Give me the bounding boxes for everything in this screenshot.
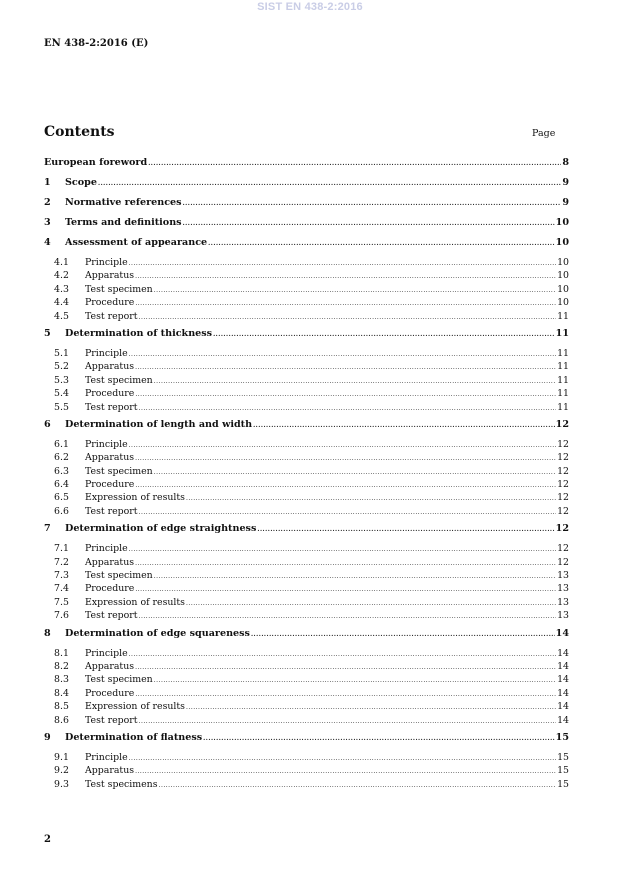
- toc-entry-page: 10: [557, 297, 569, 309]
- toc-entry-number: 2: [44, 197, 51, 208]
- toc-entry-page: 11: [557, 347, 569, 359]
- toc-entry-number: 8.5: [54, 701, 69, 713]
- toc-dot-leader: [257, 523, 554, 537]
- toc-dot-leader: [148, 157, 561, 171]
- toc-subentry[interactable]: [44, 569, 569, 582]
- watermark-text: SIST EN 438-2:2016: [257, 1, 363, 13]
- toc-dot-leader: [129, 543, 556, 556]
- toc-dot-leader: [129, 752, 556, 765]
- toc-entry-page: 11: [555, 327, 569, 339]
- toc-dot-leader: [139, 610, 557, 623]
- toc-entry-number: 6.2: [54, 452, 69, 464]
- toc-dot-leader: [129, 439, 556, 452]
- toc-entry-page: 15: [555, 731, 569, 743]
- contents-heading: Contents: [44, 124, 115, 140]
- toc-dot-leader: [203, 732, 554, 746]
- toc-entry-title: Principle: [85, 751, 128, 763]
- toc-entry-title: Test specimen: [85, 674, 153, 686]
- toc-subentry[interactable]: [44, 269, 569, 282]
- toc-entry-page: 13: [557, 583, 569, 595]
- toc-entry-title: Apparatus: [85, 270, 135, 282]
- toc-entry-page: 11: [557, 388, 569, 400]
- toc-entry-title: Apparatus: [85, 765, 135, 777]
- toc-subentry[interactable]: [44, 542, 569, 555]
- toc-subentry[interactable]: [44, 700, 569, 713]
- toc-entry[interactable]: [44, 216, 569, 236]
- toc-subentry[interactable]: [44, 764, 569, 777]
- toc-subentry[interactable]: [44, 347, 569, 360]
- toc-entry-page: 9: [562, 197, 569, 208]
- toc-subentry[interactable]: [44, 451, 569, 464]
- toc-entry-number: 8.2: [54, 660, 69, 672]
- toc-entry-title: Determination of edge straightness: [65, 523, 257, 535]
- toc-entry-page: 12: [557, 438, 569, 450]
- toc-dot-leader: [98, 177, 561, 191]
- toc-entry-page: 12: [557, 492, 569, 504]
- toc-entry-page: 12: [557, 505, 569, 517]
- toc-entry-number: 5.5: [54, 401, 69, 413]
- toc-entry-page: 12: [557, 479, 569, 491]
- toc-entry-page: 10: [555, 217, 569, 228]
- toc-entry-title: Procedure: [85, 583, 135, 595]
- toc-dot-leader: [135, 583, 556, 596]
- toc-dot-leader: [251, 628, 555, 642]
- toc-subentry[interactable]: [44, 387, 569, 400]
- toc-entry-number: 5: [44, 327, 51, 339]
- toc-subentry[interactable]: [44, 556, 569, 569]
- toc-entry-title: Procedure: [85, 388, 135, 400]
- toc-entry-title: Test specimen: [85, 374, 153, 386]
- toc-entry-number: 4.3: [54, 283, 69, 295]
- toc-subentry[interactable]: [44, 478, 569, 491]
- toc-entry-number: 5.3: [54, 374, 69, 386]
- toc-subentry[interactable]: [44, 438, 569, 451]
- toc-dot-leader: [135, 297, 556, 310]
- toc-dot-leader: [139, 715, 557, 728]
- toc-dot-leader: [154, 375, 556, 388]
- toc-entry-page: 13: [557, 610, 569, 622]
- toc-entry-title: Test specimen: [85, 465, 153, 477]
- toc-entry-title: European foreword: [44, 157, 148, 168]
- toc-entry-page: 8: [562, 157, 569, 168]
- toc-dot-leader: [154, 284, 556, 297]
- toc-entry-title: Procedure: [85, 297, 135, 309]
- toc-entry-title: Test report: [85, 714, 138, 726]
- toc-entry-number: 8.1: [54, 647, 69, 659]
- toc-entry-number: 8.3: [54, 674, 69, 686]
- toc-entry-title: Procedure: [85, 687, 135, 699]
- toc-subentry[interactable]: [44, 596, 569, 609]
- toc-dot-leader: [135, 557, 556, 570]
- toc-dot-leader: [208, 237, 554, 251]
- toc-entry-page: 13: [557, 570, 569, 582]
- toc-entry-number: 7.6: [54, 610, 69, 622]
- toc-entry-title: Principle: [85, 438, 128, 450]
- toc-dot-leader: [186, 701, 556, 714]
- toc-entry-title: Test specimen: [85, 283, 153, 295]
- toc-subentry[interactable]: [44, 687, 569, 700]
- toc-entry-number: 8.4: [54, 687, 69, 699]
- toc-entry[interactable]: [44, 236, 569, 256]
- toc-dot-leader: [135, 479, 556, 492]
- toc-entry-page: 15: [557, 765, 569, 777]
- footer-page-number: 2: [44, 834, 51, 845]
- toc-entry[interactable]: [44, 327, 569, 347]
- toc-entry[interactable]: [44, 176, 569, 196]
- toc-dot-leader: [135, 361, 556, 374]
- toc-dot-leader: [135, 270, 556, 283]
- toc-entry-page: 12: [555, 418, 569, 430]
- toc-entry-title: Assessment of appearance: [65, 237, 208, 248]
- toc-entry[interactable]: [44, 627, 569, 647]
- toc-entry-number: 6.5: [54, 492, 69, 504]
- toc-entry[interactable]: [44, 196, 569, 216]
- toc-subentry[interactable]: [44, 582, 569, 595]
- toc-entry-number: 3: [44, 217, 51, 228]
- toc-entry-number: 6.1: [54, 438, 69, 450]
- toc-dot-leader: [213, 328, 555, 342]
- toc-entry-title: Test report: [85, 310, 138, 322]
- toc-entry-title: Determination of thickness: [65, 327, 213, 339]
- toc-entry-page: 11: [557, 361, 569, 373]
- toc-entry-page: 10: [557, 270, 569, 282]
- toc-entry-title: Determination of edge squareness: [65, 627, 250, 639]
- toc-entry-number: 4.4: [54, 297, 69, 309]
- toc-dot-leader: [159, 779, 557, 792]
- toc-entry-number: 7.2: [54, 556, 69, 568]
- toc-entry-number: 8: [44, 627, 51, 639]
- toc-dot-leader: [135, 388, 556, 401]
- toc-entry-page: 11: [557, 401, 569, 413]
- toc-subentry[interactable]: [44, 660, 569, 673]
- toc-entry-number: 9.3: [54, 778, 69, 790]
- toc-entry-title: Apparatus: [85, 556, 135, 568]
- toc-entry-page: 9: [562, 177, 569, 188]
- toc-entry-number: 5.2: [54, 361, 69, 373]
- toc-entry-page: 11: [557, 374, 569, 386]
- toc-dot-leader: [253, 419, 555, 433]
- toc-entry-title: Terms and definitions: [65, 217, 182, 228]
- toc-dot-leader: [129, 348, 556, 361]
- toc-subentry[interactable]: [44, 374, 569, 387]
- toc-entry-number: 9.2: [54, 765, 69, 777]
- table-of-contents: [44, 156, 569, 791]
- toc-dot-leader: [129, 648, 556, 661]
- toc-entry-title: Determination of length and width: [65, 418, 253, 430]
- toc-dot-leader: [154, 570, 556, 583]
- toc-subentry[interactable]: [44, 647, 569, 660]
- toc-entry[interactable]: [44, 156, 569, 176]
- toc-dot-leader: [154, 466, 556, 479]
- toc-subentry[interactable]: [44, 401, 569, 414]
- toc-entry-number: 7.1: [54, 543, 69, 555]
- toc-dot-leader: [139, 402, 557, 415]
- toc-subentry[interactable]: [44, 283, 569, 296]
- toc-entry-number: 7.4: [54, 583, 69, 595]
- toc-entry-title: Principle: [85, 543, 128, 555]
- toc-entry[interactable]: [44, 522, 569, 542]
- toc-entry-number: 7.5: [54, 596, 69, 608]
- toc-entry-page: 12: [557, 543, 569, 555]
- toc-dot-leader: [135, 765, 556, 778]
- toc-entry-title: Principle: [85, 347, 128, 359]
- toc-entry-page: 12: [557, 452, 569, 464]
- toc-entry-page: 12: [557, 556, 569, 568]
- toc-subentry[interactable]: [44, 465, 569, 478]
- toc-entry-number: 4.1: [54, 257, 69, 268]
- toc-entry-number: 6.6: [54, 505, 69, 517]
- toc-entry-page: 12: [555, 523, 569, 535]
- toc-entry[interactable]: [44, 731, 569, 751]
- toc-entry-page: 10: [557, 283, 569, 295]
- toc-subentry[interactable]: [44, 673, 569, 686]
- toc-entry-page: 15: [557, 778, 569, 790]
- toc-entry-number: 6.4: [54, 479, 69, 491]
- toc-subentry[interactable]: [44, 296, 569, 309]
- toc-entry-number: 4: [44, 237, 51, 248]
- toc-entry-number: 7.3: [54, 570, 69, 582]
- toc-entry-page: 14: [557, 714, 569, 726]
- toc-dot-leader: [154, 674, 556, 687]
- toc-entry-number: 5.4: [54, 388, 69, 400]
- toc-entry-title: Apparatus: [85, 452, 135, 464]
- toc-subentry[interactable]: [44, 714, 569, 727]
- toc-entry-number: 4.2: [54, 270, 69, 282]
- toc-subentry[interactable]: [44, 491, 569, 504]
- toc-entry-page: 14: [557, 674, 569, 686]
- toc-dot-leader: [129, 257, 556, 270]
- toc-entry-title: Expression of results: [85, 492, 185, 504]
- toc-entry-page: 14: [557, 701, 569, 713]
- toc-entry-page: 12: [557, 465, 569, 477]
- toc-entry-title: Principle: [85, 257, 128, 268]
- toc-entry-page: 13: [557, 596, 569, 608]
- toc-entry-page: 14: [555, 627, 569, 639]
- toc-entry-title: Test specimens: [85, 778, 158, 790]
- toc-subentry[interactable]: [44, 310, 569, 323]
- toc-entry-title: Determination of flatness: [65, 731, 203, 743]
- toc-entry-page: 15: [557, 751, 569, 763]
- toc-dot-leader: [183, 197, 562, 211]
- toc-entry-title: Test report: [85, 505, 138, 517]
- toc-entry-number: 9: [44, 731, 51, 743]
- toc-entry-page: 11: [557, 310, 569, 322]
- toc-dot-leader: [139, 506, 557, 519]
- toc-entry-title: Procedure: [85, 479, 135, 491]
- toc-dot-leader: [135, 661, 556, 674]
- toc-subentry[interactable]: [44, 256, 569, 269]
- toc-subentry[interactable]: [44, 505, 569, 518]
- toc-dot-leader: [135, 688, 556, 701]
- toc-entry-title: Test report: [85, 401, 138, 413]
- toc-entry-title: Test report: [85, 610, 138, 622]
- toc-entry-number: 7: [44, 523, 51, 535]
- toc-entry-title: Expression of results: [85, 596, 185, 608]
- toc-dot-leader: [183, 217, 555, 231]
- toc-entry-number: 1: [44, 177, 51, 188]
- toc-entry-number: 9.1: [54, 751, 69, 763]
- toc-entry-page: 10: [555, 237, 569, 248]
- toc-entry-title: Apparatus: [85, 361, 135, 373]
- toc-subentry[interactable]: [44, 778, 569, 791]
- toc-entry-page: 14: [557, 647, 569, 659]
- toc-dot-leader: [135, 452, 556, 465]
- toc-entry-title: Apparatus: [85, 660, 135, 672]
- toc-entry-number: 6: [44, 418, 51, 430]
- toc-entry-page: 14: [557, 660, 569, 672]
- toc-entry-number: 5.1: [54, 347, 69, 359]
- toc-entry-page: 14: [557, 687, 569, 699]
- toc-entry[interactable]: [44, 418, 569, 438]
- toc-entry-title: Test specimen: [85, 570, 153, 582]
- toc-subentry[interactable]: [44, 751, 569, 764]
- toc-entry-number: 4.5: [54, 310, 69, 322]
- toc-entry-page: 10: [557, 257, 569, 268]
- toc-entry-title: Expression of results: [85, 701, 185, 713]
- toc-entry-title: Principle: [85, 647, 128, 659]
- toc-entry-number: 6.3: [54, 465, 69, 477]
- document-id: EN 438-2:2016 (E): [44, 38, 149, 49]
- toc-dot-leader: [186, 492, 556, 505]
- toc-entry-title: Normative references: [65, 197, 182, 208]
- toc-entry-title: Scope: [65, 177, 97, 188]
- toc-dot-leader: [139, 311, 557, 324]
- toc-subentry[interactable]: [44, 360, 569, 373]
- toc-entry-number: 8.6: [54, 714, 69, 726]
- page-column-label: Page: [532, 128, 556, 139]
- toc-dot-leader: [186, 597, 556, 610]
- toc-subentry[interactable]: [44, 609, 569, 622]
